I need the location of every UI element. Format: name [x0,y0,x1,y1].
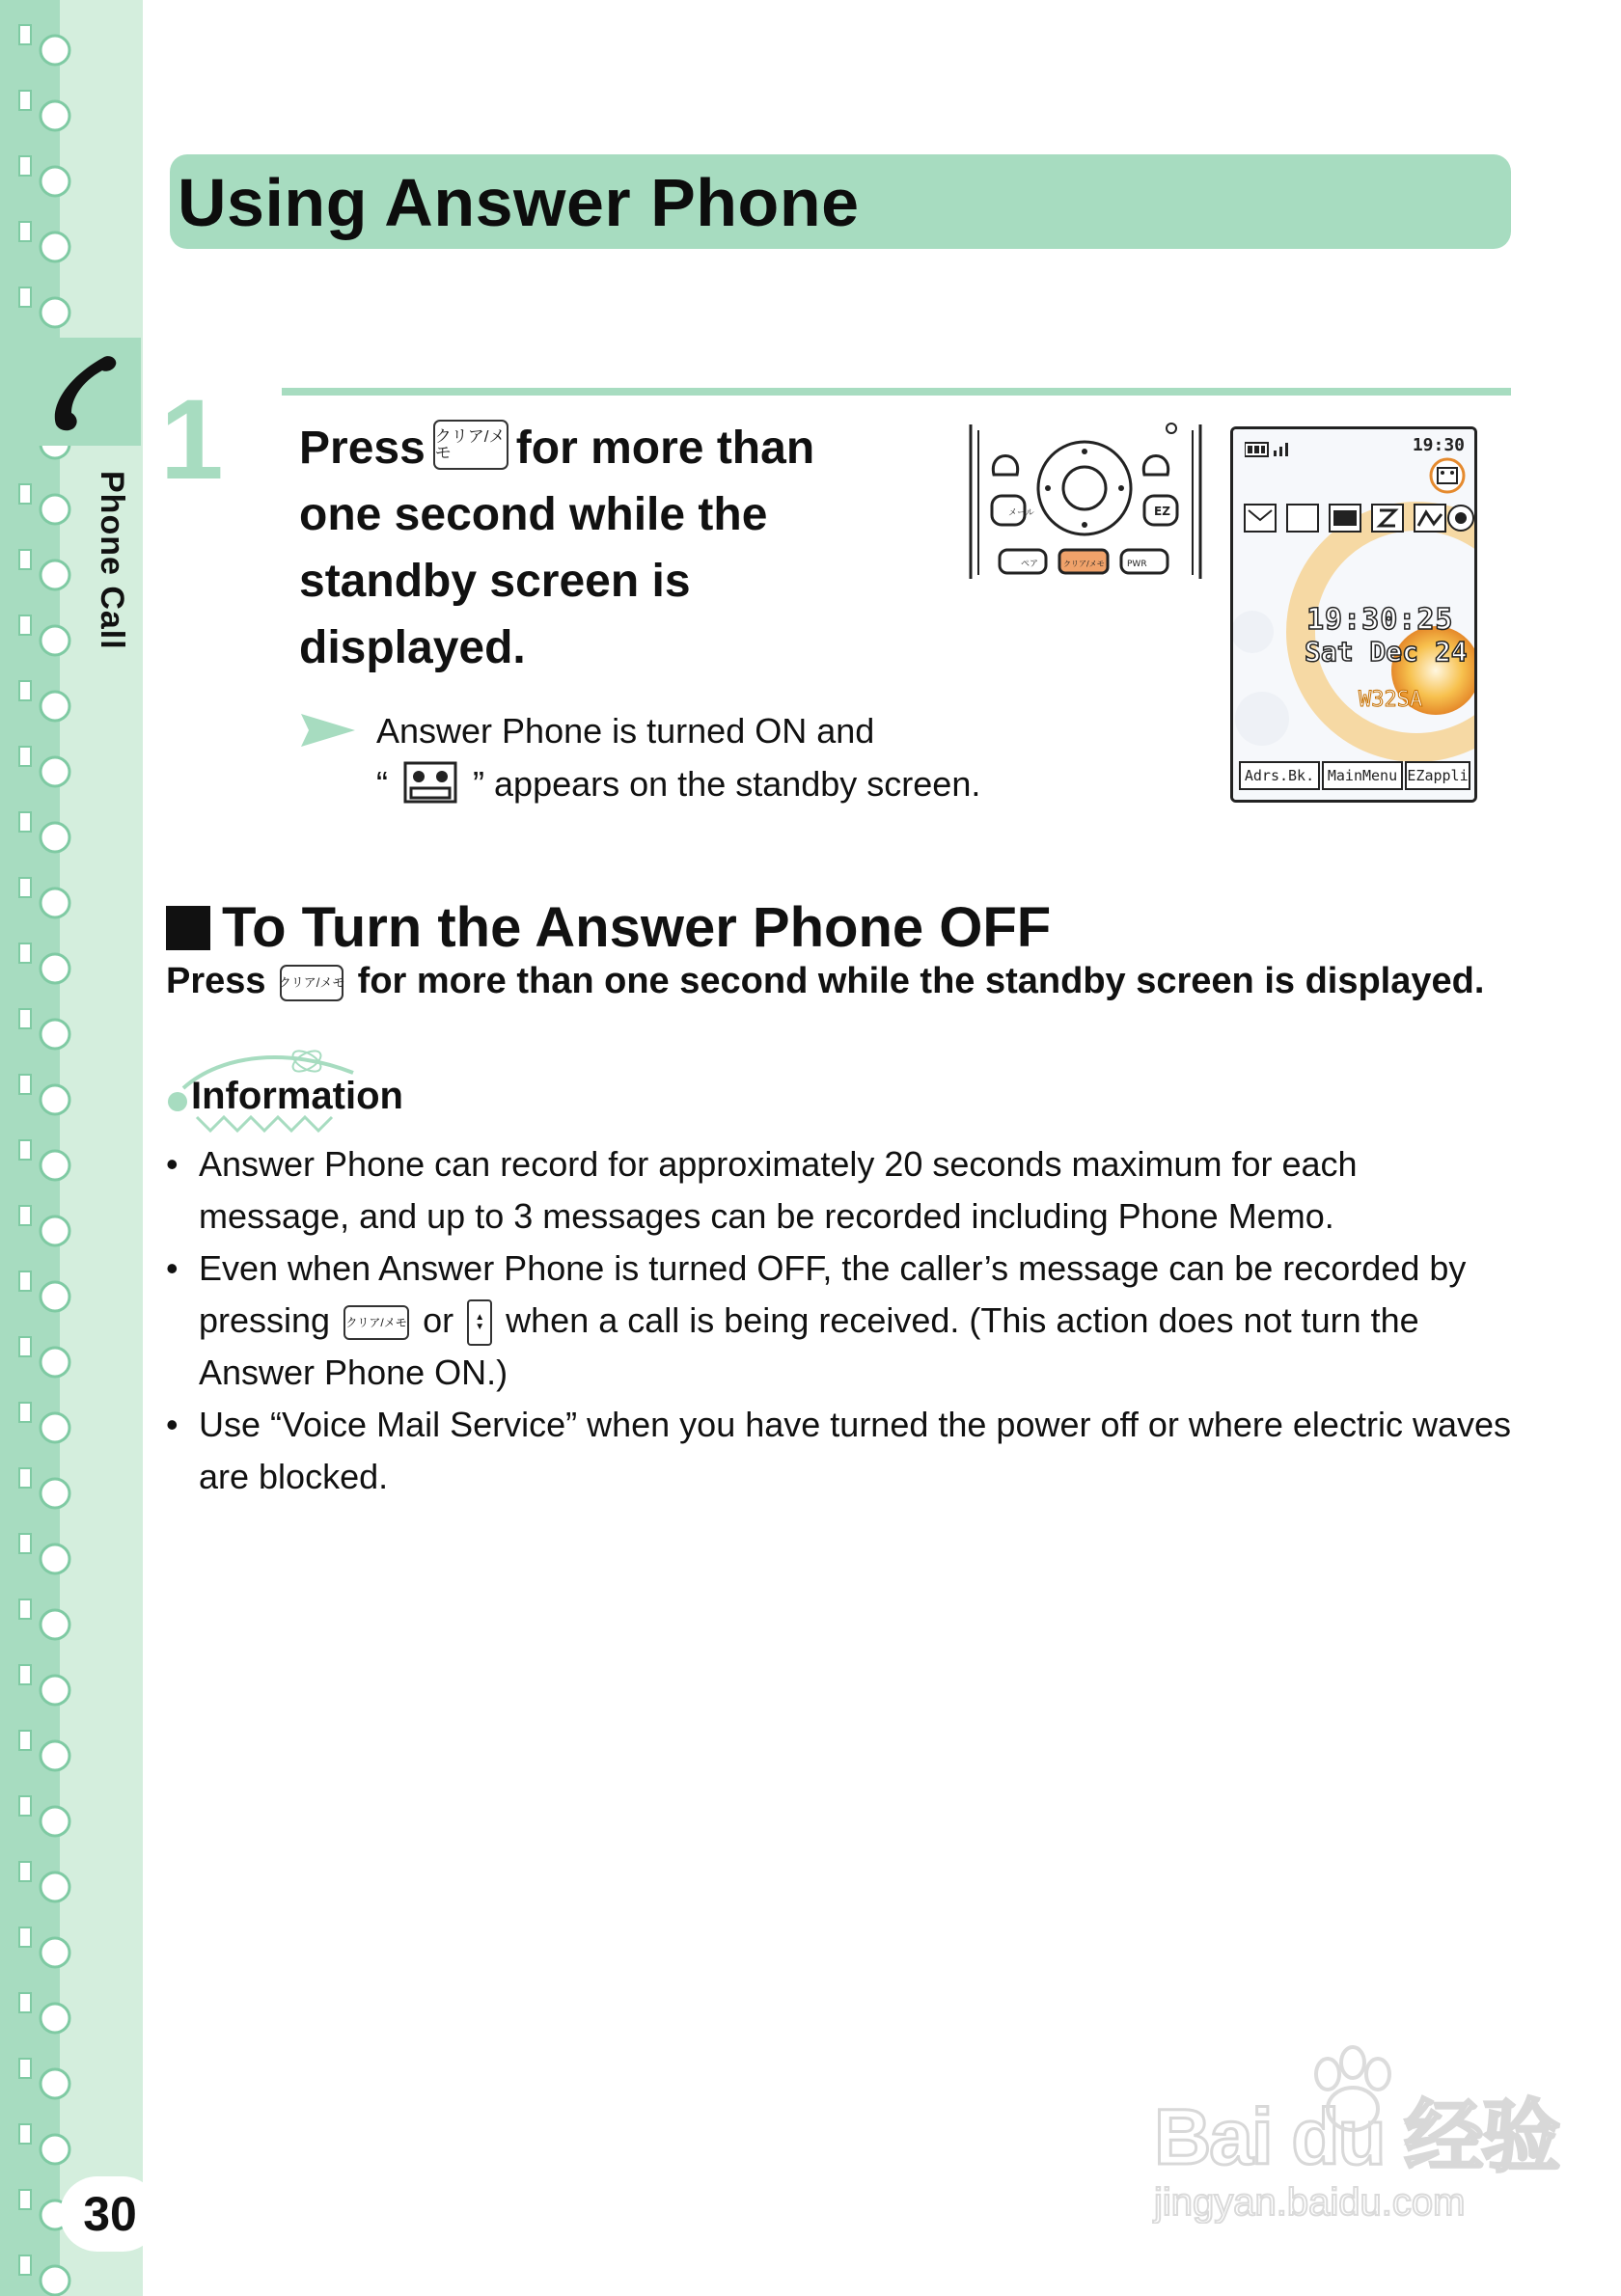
open-quote: “ [376,764,388,804]
sub-section-heading [166,895,1051,960]
step-line-1 [299,415,965,481]
binder-ring [19,1075,69,1114]
softkey-main-menu: MainMenu [1322,761,1403,790]
binder-ring [19,1927,69,1967]
binder-ring [19,287,69,327]
section-tab [0,338,141,446]
screen-time: 19:30:25 [1306,603,1454,637]
binder-ring [19,1796,69,1836]
info-item-2-or: or [423,1300,454,1340]
result-line-2 [376,757,1032,810]
binder-ring [19,222,69,261]
step-result [299,704,1032,810]
list-item: • Use “Voice Mail Service” when you have turned the power off or where electric waves are blocked. [166,1399,1517,1503]
step-line-3: standby screen is [299,556,691,607]
list-item: • Answer Phone can record for approximately 20 seconds maximum for each message, and up to 3 messages can be recorded including Phone Memo. [166,1138,1517,1243]
binder-ring [19,812,69,852]
binder-ring [19,1337,69,1377]
step-instruction [299,415,965,681]
heading-square-icon [166,906,210,950]
baidu-watermark [1154,2074,1558,2225]
binder-ring [19,1993,69,2033]
screen-model-name: W32SA [1359,688,1423,712]
page-number: 30 [60,2176,160,2252]
binder-ring [19,878,69,917]
binder-ring [19,1731,69,1770]
clear-key-label: クリア/メモ [1063,560,1105,568]
binder-ring [19,1599,69,1639]
binder-ring [19,1403,69,1442]
ez-key-label: EZ [1154,505,1170,518]
binder-ring [19,25,69,65]
softkey-ezappli: EZappli [1405,761,1470,790]
binder-ring [19,681,69,721]
softkey-address-book: Adrs.Bk. [1239,761,1320,790]
binder-ring [19,615,69,655]
answer-phone-status-icon [403,761,457,804]
step-number: 1 [160,376,224,504]
call-key-label: ペア [1021,560,1039,569]
binder-ring [19,2255,69,2295]
step-line-2: one second while the [299,489,768,540]
binder-ring [19,1665,69,1705]
binder-ring [19,943,69,983]
watermark-url: jingyan.baidu.com [1154,2181,1466,2224]
sub-section-body [166,961,1484,1002]
power-key-label: PWR [1127,560,1147,569]
keypad-illustration [965,421,1206,585]
clear-memo-key-icon: クリア/メモ [280,965,343,1001]
watermark-brand: Bai du 经验 [1154,2093,1559,2181]
binder-ring [19,156,69,196]
step-line-4: displayed. [299,622,526,673]
paw-logo-icon [1299,2045,1405,2142]
screen-date: Sat Dec 24 [1305,636,1468,668]
sub-press-word: Press [166,961,266,1001]
screen-shortcut-icons [1237,499,1474,537]
binder-ring [19,2059,69,2098]
list-item [166,1243,1517,1399]
step-line-1-end: for more than [515,423,815,474]
step-press-word: Press [299,423,426,474]
side-key-icon: ▲ ▼ [467,1299,492,1346]
binder-ring [19,1534,69,1573]
answer-phone-indicator-icon [1428,456,1467,495]
result-arrow-icon [301,714,355,747]
binder-ring [19,1140,69,1180]
binder-ring [19,550,69,589]
page-title: Using Answer Phone [178,165,860,240]
binder-ring [19,1009,69,1049]
screen-clock: 19:30 [1412,435,1465,455]
clear-memo-key-icon: クリア/メモ [343,1305,409,1340]
result-line-2-text: ” appears on the standby screen. [473,764,981,804]
binder-ring [19,1271,69,1311]
information-list [166,1138,1517,1503]
signal-battery-icon [1245,439,1303,460]
information-title: Information [191,1075,403,1117]
sub-section-body-text: for more than one second while the standby screen is displayed. [357,961,1485,1001]
section-label: Phone Call [94,471,130,650]
clear-memo-key-icon: クリア/メモ [433,420,508,470]
result-line-1: Answer Phone is turned ON and [376,711,875,751]
phone-handset-icon [46,349,133,432]
binder-ring [19,484,69,524]
binder-ring [19,1206,69,1245]
binder-ring [19,2124,69,2164]
step-divider [282,388,1511,396]
binder-ring [19,1862,69,1901]
mail-key-label: メール [1008,508,1034,518]
title-bar [170,154,1511,249]
info-item-2-text-b: when a call is being received. (This action does not turn the Answer Phone ON.) [199,1300,1419,1392]
sub-section-heading-text: To Turn the Answer Phone OFF [222,896,1052,959]
info-item-2-text-a: Even when Answer Phone is turned OFF, the caller’s message can be recorded by pressing [199,1248,1467,1340]
binder-ring [19,747,69,786]
binder-ring [19,91,69,130]
standby-screen-illustration [1230,426,1477,803]
binder-ring [19,1468,69,1508]
